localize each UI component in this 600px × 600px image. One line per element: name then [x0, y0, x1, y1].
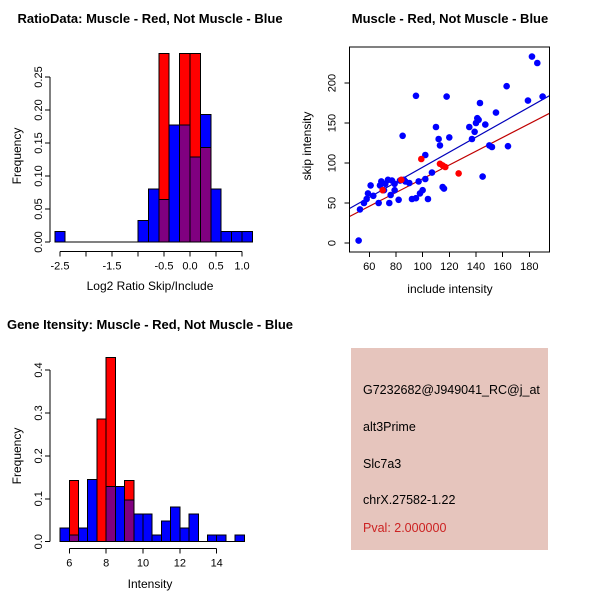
- svg-text:0.05: 0.05: [33, 198, 45, 220]
- svg-text:0.20: 0.20: [33, 99, 45, 121]
- svg-text:0.0: 0.0: [33, 534, 45, 550]
- splice-type-text: alt3Prime: [363, 420, 416, 434]
- svg-text:0.10: 0.10: [33, 165, 45, 187]
- chromosome-location-text: chrX.27582-1.22: [363, 493, 456, 507]
- svg-text:1.0: 1.0: [234, 260, 250, 273]
- ratio-hist-xaxis-label: Log2 Ratio Skip/Include: [86, 279, 214, 293]
- gene-hist-yaxis-label: Frequency: [10, 427, 24, 485]
- svg-text:12: 12: [173, 557, 186, 570]
- svg-text:140: 140: [466, 260, 486, 273]
- svg-text:10: 10: [136, 557, 150, 570]
- svg-text:200: 200: [326, 73, 339, 93]
- svg-text:0.4: 0.4: [33, 362, 45, 378]
- svg-text:180: 180: [520, 260, 539, 273]
- svg-text:120: 120: [440, 260, 459, 273]
- svg-text:0.5: 0.5: [208, 260, 224, 273]
- svg-text:-0.5: -0.5: [154, 260, 174, 273]
- svg-text:0.1: 0.1: [33, 491, 45, 507]
- svg-text:0.00: 0.00: [33, 231, 45, 253]
- pval-text: Pval: 2.000000: [363, 521, 447, 535]
- svg-text:0.25: 0.25: [33, 66, 45, 88]
- svg-text:0.15: 0.15: [33, 132, 45, 154]
- probe-info-panel: [351, 348, 548, 550]
- svg-text:-2.5: -2.5: [50, 260, 70, 273]
- svg-text:0.2: 0.2: [33, 448, 45, 464]
- svg-text:14: 14: [210, 557, 223, 570]
- probe-id-text: G7232682@J949041_RC@j_at: [363, 383, 540, 397]
- svg-text:160: 160: [493, 260, 512, 273]
- intensity-scatter-plot: [300, 0, 600, 300]
- svg-text:100: 100: [413, 260, 432, 273]
- scatter-yaxis-label: skip intensity: [300, 111, 314, 181]
- svg-text:6: 6: [66, 557, 73, 570]
- svg-text:0.0: 0.0: [182, 260, 198, 273]
- gene-histogram-plot: [0, 300, 300, 600]
- ratio-hist-yaxis-label: Frequency: [10, 127, 24, 185]
- svg-text:60: 60: [363, 260, 376, 273]
- svg-text:8: 8: [103, 557, 110, 570]
- svg-text:-1.5: -1.5: [102, 260, 122, 273]
- svg-text:50: 50: [326, 196, 339, 210]
- ratio-hist-title: RatioData: Muscle - Red, Not Muscle - Blue: [17, 11, 283, 26]
- svg-text:0.3: 0.3: [33, 405, 45, 421]
- svg-text:0: 0: [326, 239, 339, 247]
- scatter-xaxis-label: include intensity: [407, 282, 493, 296]
- svg-text:80: 80: [389, 260, 403, 273]
- gene-hist-title: Gene Itensity: Muscle - Red, Not Muscle - Blue: [6, 317, 294, 332]
- svg-text:100: 100: [326, 153, 339, 173]
- ratio-histogram-plot: [0, 0, 300, 300]
- scatter-title: Muscle - Red, Not Muscle - Blue: [351, 11, 549, 26]
- svg-text:150: 150: [326, 113, 339, 133]
- gene-hist-xaxis-label: Intensity: [127, 577, 173, 591]
- gene-name-text: Slc7a3: [363, 457, 402, 471]
